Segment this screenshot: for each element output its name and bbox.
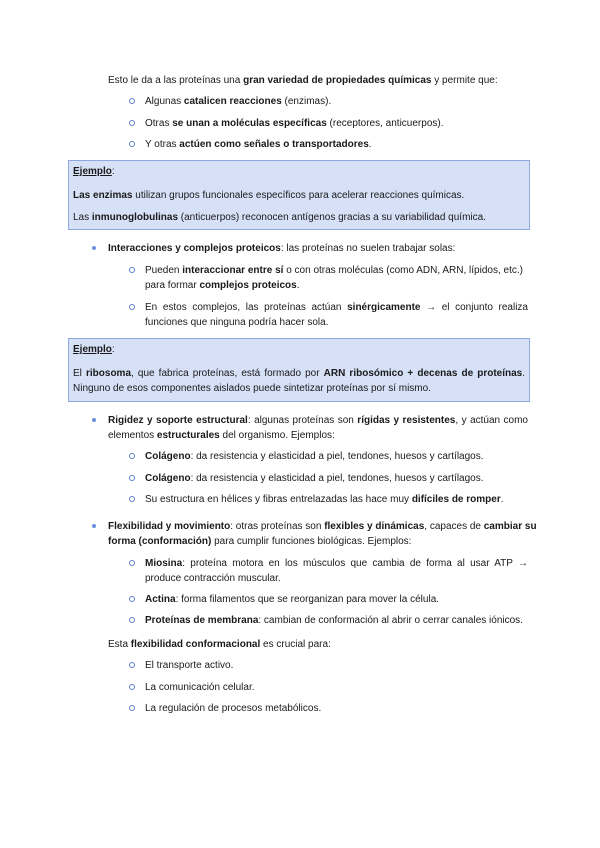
list-item: La regulación de procesos metabólicos. [145,703,322,714]
example-line: Las enzimas utilizan grupos funcionales específicos para acelerar reacciones químicas. [73,190,465,201]
bullet-icon [92,524,96,528]
intro-bold: gran variedad de propiedades químicas [243,75,432,86]
list-item: Colágeno: da resistencia y elasticidad a piel, tendones, huesos y cartílagos. [145,451,484,462]
list-item: Proteínas de membrana: cambian de conformación al abrir o cerrar canales iónicos. [145,615,523,626]
section-heading-continuation: elementos estructurales del organismo. Ejemplos: [108,430,335,441]
list-item-continuation: produce contracción muscular. [145,573,281,584]
outro-paragraph: Esta flexibilidad conformacional es crucial para: [108,639,331,650]
intro-paragraph [108,74,498,87]
list-item: En estos complejos, las proteínas actúan sinérgicamente → el conjunto realiza [145,302,528,313]
section-heading-continuation: forma (conformación) para cumplir funciones biológicas. Ejemplos: [108,536,412,547]
list-item: La comunicación celular. [145,682,255,693]
hollow-bullet-icon [129,120,135,126]
list-item-continuation: para formar complejos proteicos. [145,280,300,291]
hollow-bullet-icon [129,560,135,566]
example-label: Ejemplo: [73,344,115,355]
example-line: El ribosoma, que fabrica proteínas, está formado por ARN ribosómico + decenas de proteínas. [73,368,526,379]
list-item-continuation: funciones que ninguna podría hacer sola. [145,317,329,328]
hollow-bullet-icon [129,662,135,668]
list-item: Otras se unan a moléculas específicas (receptores, anticuerpos). [145,118,444,129]
list-item: El transporte activo. [145,660,234,671]
list-item: Actina: forma filamentos que se reorganizan para mover la célula. [145,594,440,605]
hollow-bullet-icon [129,496,135,502]
hollow-bullet-icon [129,596,135,602]
list-item: Pueden interaccionar entre sí o con otras moléculas (como ADN, ARN, lípidos, etc.) [145,265,523,276]
example-label: Ejemplo: [73,166,115,177]
hollow-bullet-icon [129,617,135,623]
section-heading: Rigidez y soporte estructural: algunas proteínas son rígidas y resistentes, y actúan como [108,415,528,426]
list-item: Su estructura en hélices y fibras entrelazadas las hace muy difíciles de romper. [145,494,504,505]
example-line: Las inmunoglobulinas (anticuerpos) reconocen antígenos gracias a su variabilidad química. [73,212,486,223]
list-item: Miosina: proteína motora en los músculos que cambia de forma al usar ATP → [145,558,528,569]
bullet-icon [92,418,96,422]
intro-text-2: y permite que: [431,75,498,86]
hollow-bullet-icon [129,684,135,690]
hollow-bullet-icon [129,98,135,104]
hollow-bullet-icon [129,141,135,147]
hollow-bullet-icon [129,453,135,459]
hollow-bullet-icon [129,475,135,481]
hollow-bullet-icon [129,267,135,273]
intro-text-1: Esto le da a las proteínas una [108,75,244,86]
hollow-bullet-icon [129,705,135,711]
hollow-bullet-icon [129,304,135,310]
list-item: Colágeno: da resistencia y elasticidad a piel, tendones, huesos y cartílagos. [145,473,484,484]
list-item: Algunas catalicen reacciones (enzimas). [145,96,332,107]
example-line: Ninguno de esos componentes aislados puede sintetizar proteínas por sí mismo. [73,383,431,394]
bullet-icon [92,246,96,250]
section-heading: Flexibilidad y movimiento: otras proteínas son flexibles y dinámicas, capaces de cambiar su [108,521,537,532]
list-item: Y otras actúen como señales o transportadores. [145,139,372,150]
section-heading: Interacciones y complejos proteicos: las proteínas no suelen trabajar solas: [108,243,456,254]
